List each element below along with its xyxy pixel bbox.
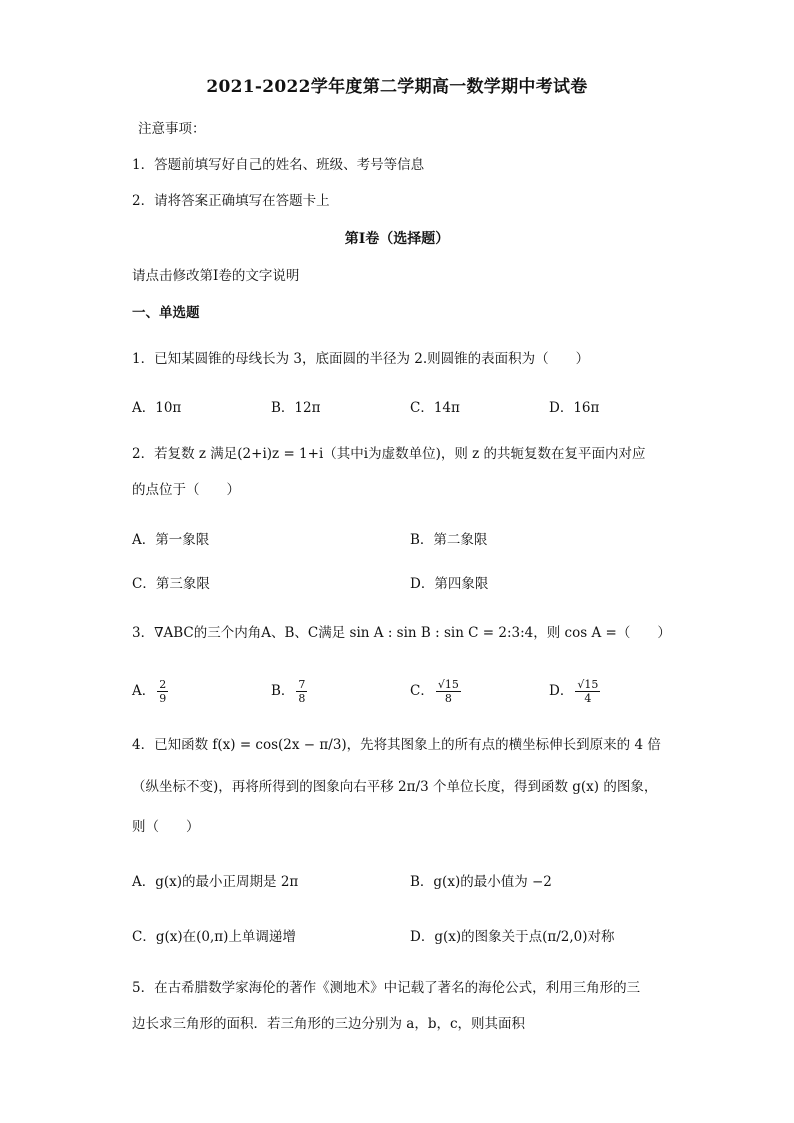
section-description: 请点击修改第I卷的文字说明 bbox=[132, 268, 300, 284]
q2-option-a: A．第一象限 bbox=[132, 532, 210, 548]
fraction: $\frac{7}{8}$ bbox=[298, 678, 306, 705]
exam-title: 2021-2022学年度第二学期高一数学期中考试卷 bbox=[206, 77, 588, 97]
fraction: $\frac{2}{9}$ bbox=[159, 678, 167, 705]
q4-option-d: D．g(x)的图象关于点(π/2,0)对称 bbox=[410, 929, 615, 945]
q3-option-c-label: C． bbox=[410, 683, 434, 699]
q4-stem-line1: 4．已知函数 f(x) = cos(2x − π/3)，先将其图象上的所有点的横坐标伸长到原来的 4 倍 bbox=[132, 737, 661, 753]
q1-option-a: A．10π bbox=[132, 400, 182, 416]
q1-stem: 1．已知某圆锥的母线长为 3，底面圆的半径为 2.则圆锥的表面积为（ ） bbox=[132, 351, 590, 367]
notice-heading: 注意事项： bbox=[138, 121, 206, 137]
q3-option-a-label: A． bbox=[132, 683, 156, 699]
q3-option-b-label: B． bbox=[271, 683, 295, 699]
notice-item-1: 1．答题前填写好自己的姓名、班级、考号等信息 bbox=[132, 157, 425, 173]
fraction: $\frac{√15}{8}$ bbox=[437, 678, 459, 705]
q3-option-d-label: D． bbox=[549, 683, 574, 699]
q1-option-b: B．12π bbox=[271, 400, 321, 416]
notice-item-2: 2．请将答案正确填写在答题卡上 bbox=[132, 193, 330, 209]
q4-option-b: B．g(x)的最小值为 −2 bbox=[410, 874, 552, 890]
q3-option-c bbox=[410, 678, 463, 705]
q4-stem-line3: 则（ ） bbox=[132, 819, 200, 835]
q4-option-a: A．g(x)的最小正周期是 2π bbox=[132, 874, 299, 890]
q5-stem-line1: 5．在古希腊数学家海伦的著作《测地术》中记载了著名的海伦公式，利用三角形的三 bbox=[132, 980, 641, 996]
q3-option-d bbox=[549, 678, 602, 705]
q1-option-c: C．14π bbox=[410, 400, 460, 416]
q1-option-d: D．16π bbox=[549, 400, 600, 416]
q3-option-a bbox=[132, 678, 170, 705]
q2-option-c: C．第三象限 bbox=[132, 576, 210, 592]
q4-option-c: C．g(x)在(0,π)上单调递增 bbox=[132, 929, 296, 945]
q2-stem-line1: 2．若复数 z 满足(2+i)z = 1+i（其中i为虚数单位)，则 z 的共轭复数在复平面内对应 bbox=[132, 446, 646, 462]
fraction: $\frac{√15}{4}$ bbox=[577, 678, 599, 705]
q2-stem-line2: 的点位于（ ） bbox=[132, 482, 240, 498]
q4-stem-line2: （纵坐标不变)，再将所得到的图象向右平移 2π/3 个单位长度，得到函数 g(x) 的图象， bbox=[132, 779, 658, 795]
section-title: 第I卷（选择题） bbox=[344, 231, 450, 247]
part-heading: 一、单选题 bbox=[132, 305, 200, 321]
q2-option-d: D．第四象限 bbox=[410, 576, 489, 592]
q5-stem-line2: 边长求三角形的面积．若三角形的三边分别为 a，b，c，则其面积 bbox=[132, 1016, 526, 1032]
q3-option-b bbox=[271, 678, 309, 705]
q2-option-b: B．第二象限 bbox=[410, 532, 488, 548]
q3-stem: 3．∇ABC的三个内角A、B、C满足 sin A : sin B : sin C = 2:3:4，则 cos A =（ ） bbox=[132, 625, 671, 641]
